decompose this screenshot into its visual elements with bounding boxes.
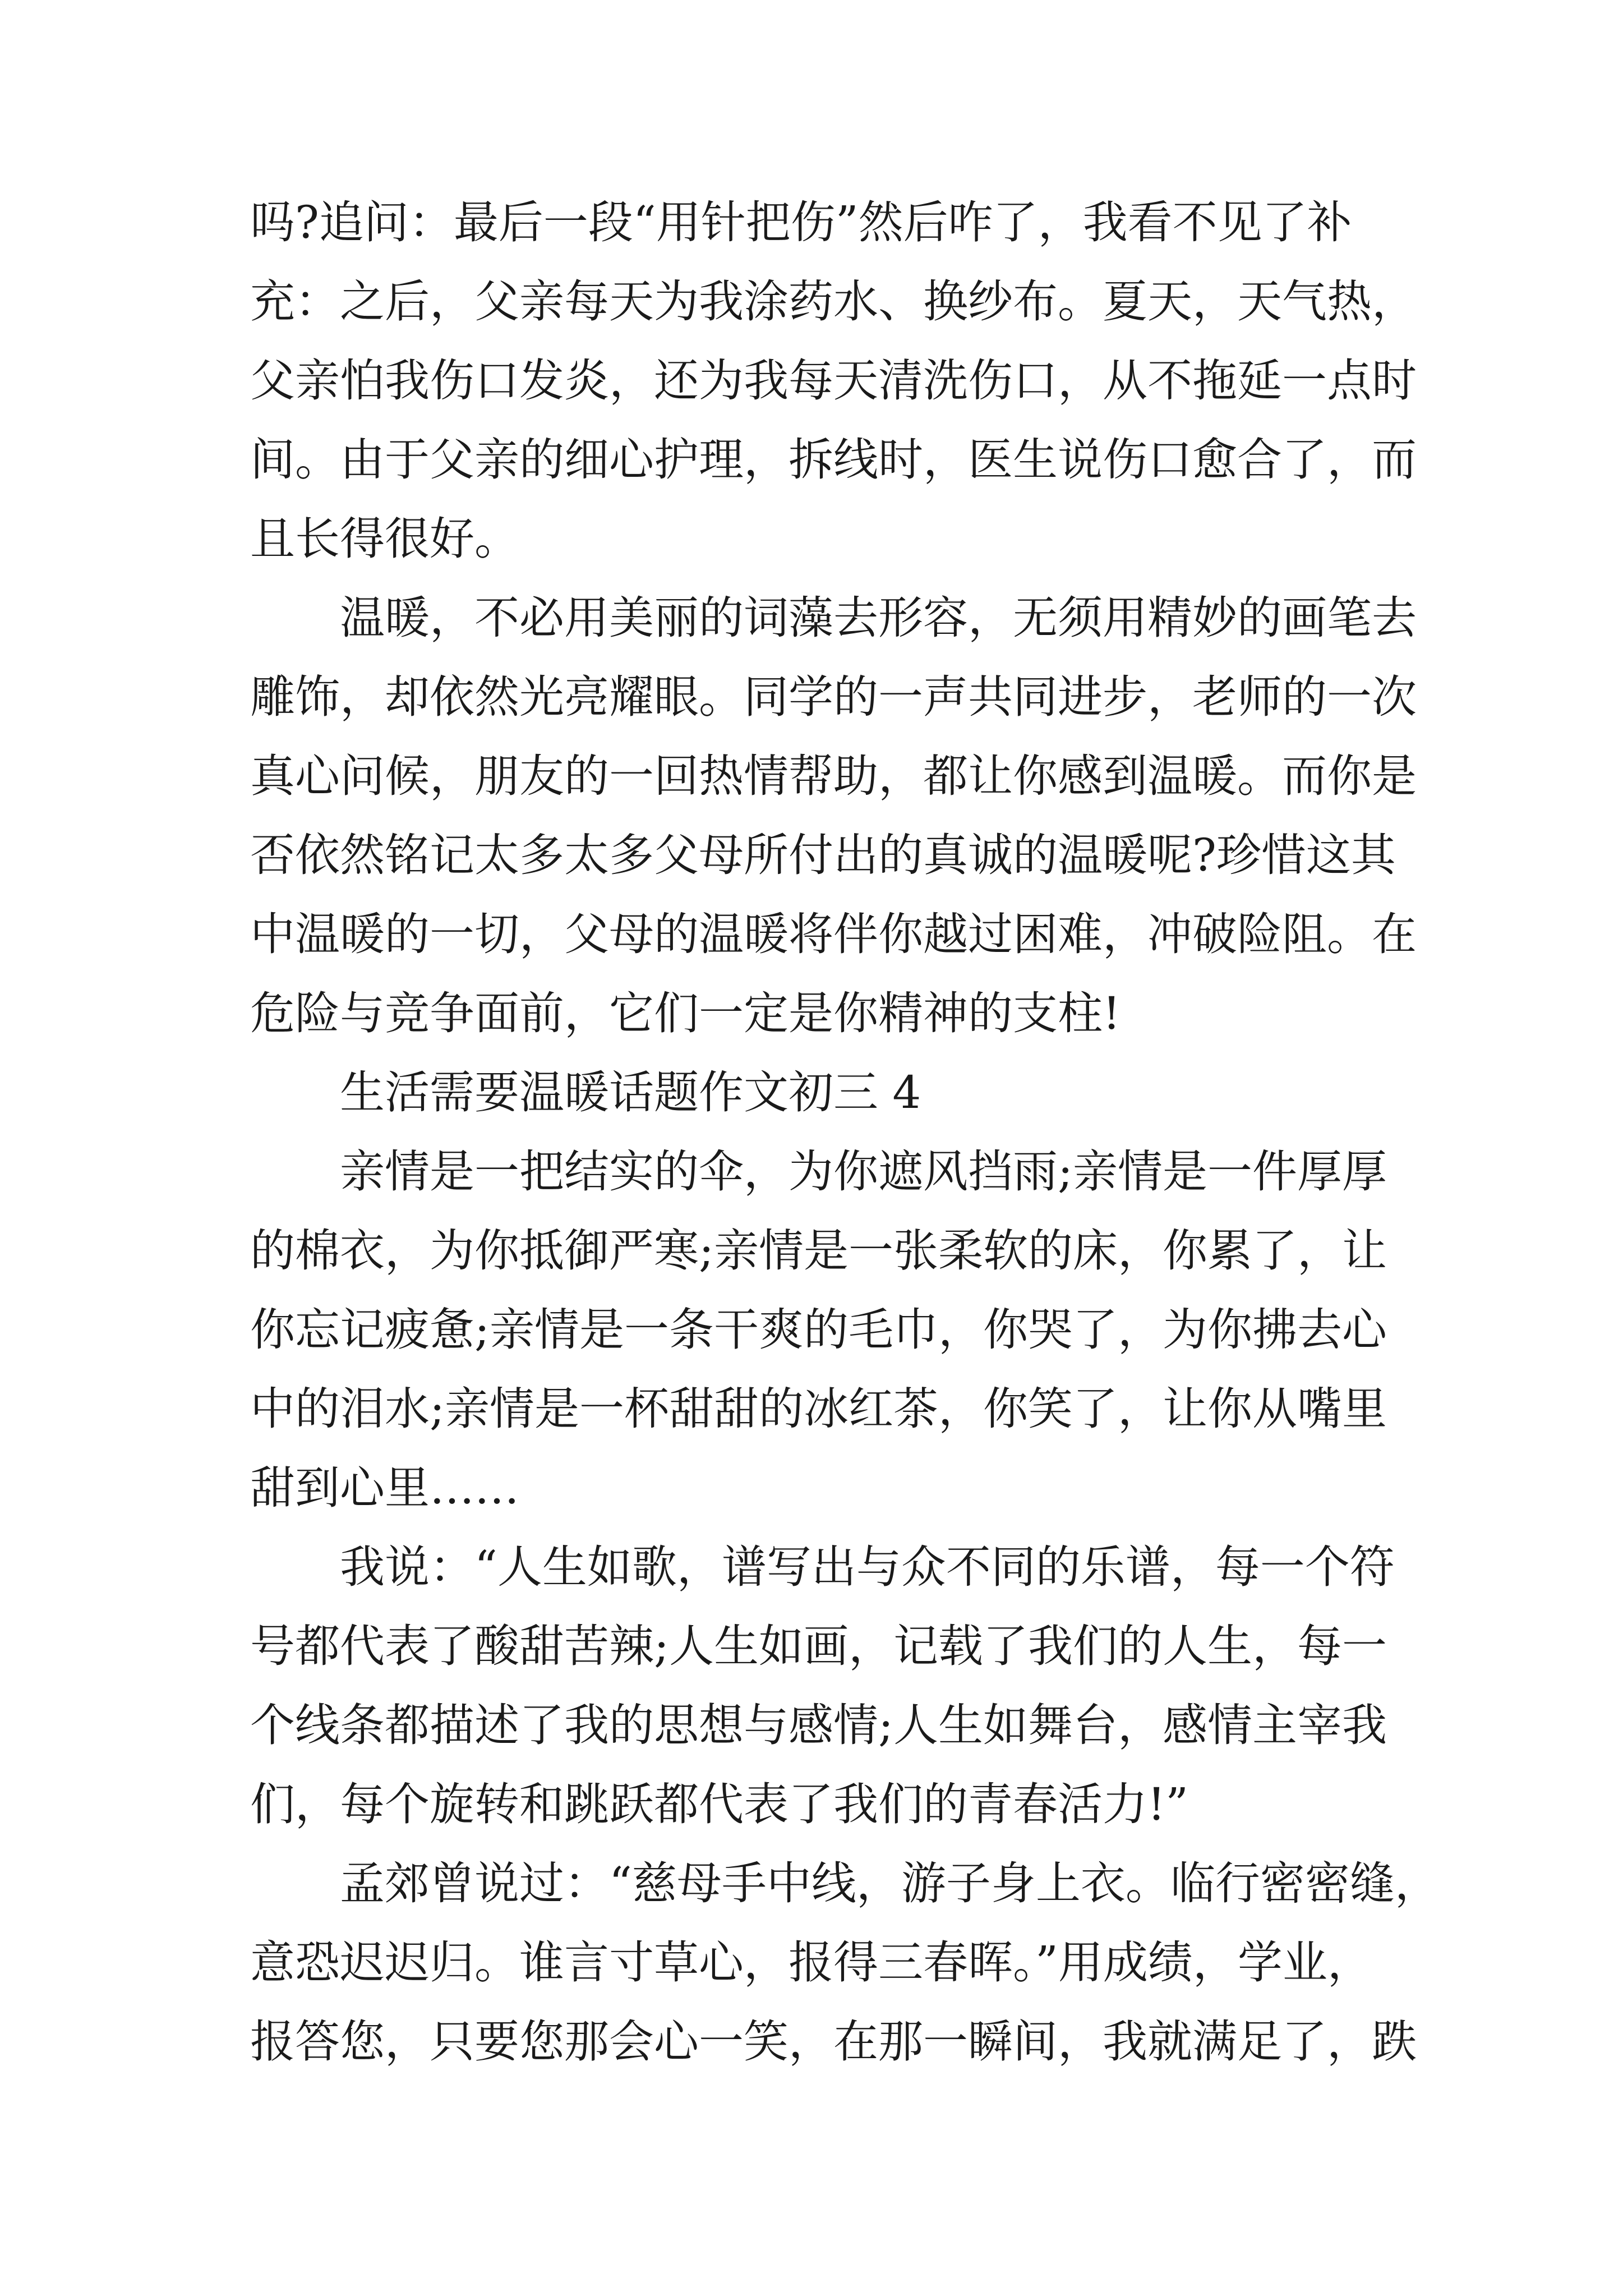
paragraph-1 <box>250 183 1417 578</box>
text-line: 中的泪水;亲情是一杯甜甜的冰红茶，你笑了，让你从嘴里 <box>250 1383 1387 1435</box>
text-line: 们，每个旋转和跳跃都代表了我们的青春活力!” <box>250 1778 1189 1830</box>
text-line: 雕饰，却依然光亮耀眼。同学的一声共同进步，老师的一次 <box>250 671 1417 723</box>
section-heading <box>250 1053 1400 1132</box>
text-line: 中温暖的一切，父母的温暖将伴你越过困难，冲破险阻。在 <box>250 908 1417 960</box>
text-line: 间。由于父亲的细心护理，拆线时，医生说伤口愈合了，而 <box>250 434 1417 486</box>
text-line: 亲情是一把结实的伞，为你遮风挡雨;亲情是一件厚厚 <box>340 1145 1387 1198</box>
text-line: 你忘记疲惫;亲情是一条干爽的毛巾，你哭了，为你拂去心 <box>250 1304 1387 1356</box>
text-line: 温暖，不必用美丽的词藻去形容，无须用精妙的画笔去 <box>340 592 1417 644</box>
heading-text: 生活需要温暖话题作文初三 4 <box>340 1066 921 1119</box>
paragraph-5 <box>250 1844 1440 2081</box>
text-line: 我说：“人生如歌，谱写出与众不同的乐谱，每一个符 <box>340 1541 1395 1593</box>
paragraph-2 <box>250 578 1417 1053</box>
text-line: 孟郊曾说过：“慈母手中线，游子身上衣。临行密密缝， <box>340 1857 1440 1910</box>
text-line: 且长得很好。 <box>250 513 519 565</box>
text-line: 真心问候，朋友的一回热情帮助，都让你感到温暖。而你是 <box>250 750 1417 802</box>
text-line: 的棉衣，为你抵御严寒;亲情是一张柔软的床，你累了，让 <box>250 1225 1387 1277</box>
text-line: 意恐迟迟归。谁言寸草心，报得三春晖。”用成绩，学业， <box>250 1936 1372 1989</box>
paragraph-4 <box>250 1527 1400 1844</box>
document-body <box>250 183 1440 2081</box>
text-line: 号都代表了酸甜苦辣;人生如画，记载了我们的人生，每一 <box>250 1620 1387 1672</box>
text-line: 危险与竞争面前，它们一定是你精神的支柱! <box>250 987 1121 1039</box>
text-line: 否依然铭记太多太多父母所付出的真诚的温暖呢?珍惜这其 <box>250 829 1396 881</box>
text-line: 充：之后，父亲每天为我涂药水、换纱布。夏天，天气热， <box>250 275 1417 328</box>
text-line: 吗?追问：最后一段“用针把伤”然后咋了，我看不见了补 <box>250 196 1352 249</box>
text-line: 父亲怕我伤口发炎，还为我每天清洗伤口，从不拖延一点时 <box>250 355 1417 407</box>
text-line: 甜到心里…… <box>250 1462 519 1514</box>
paragraph-3 <box>250 1132 1400 1527</box>
text-line: 报答您，只要您那会心一笑，在那一瞬间，我就满足了，跌 <box>250 2016 1417 2068</box>
text-line: 个线条都描述了我的思想与感情;人生如舞台，感情主宰我 <box>250 1699 1387 1751</box>
